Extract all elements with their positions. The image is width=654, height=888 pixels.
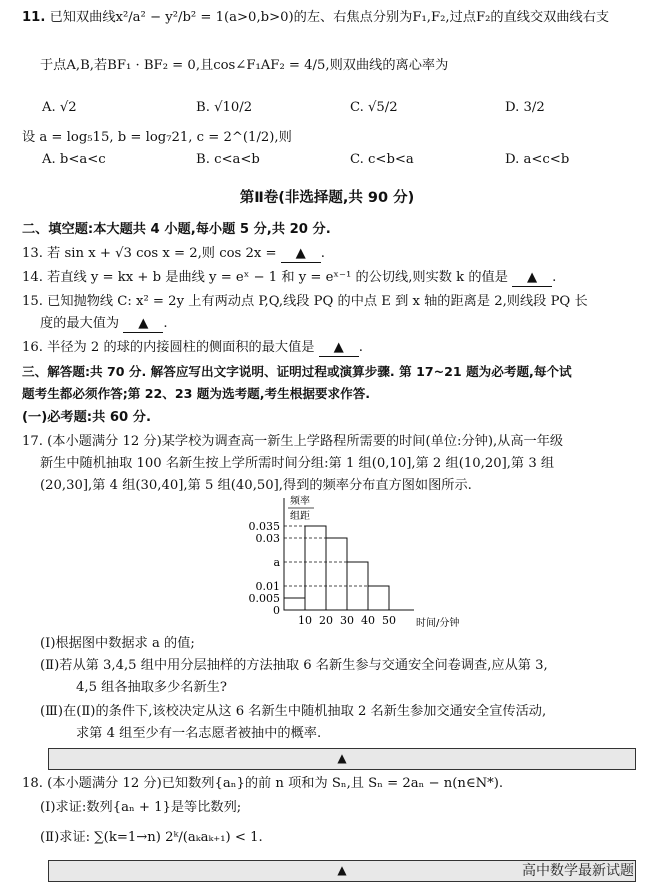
- y-tick-label: 0.03: [255, 532, 280, 545]
- q16-text: 16. 半径为 2 的球的内接圆柱的侧面积的最大值是: [22, 340, 315, 355]
- q11-line1: [22, 10, 609, 26]
- q15-line1: 15. 已知抛物线 C: x² = 2y 上有两动点 P,Q,线段 PQ 的中点 E 到 x 轴的距离是 2,则线段 PQ 长: [22, 294, 588, 309]
- q17-part-iii-line1: (Ⅲ)在(Ⅱ)的条件下,该校决定从这 6 名新生中随机抽取 2 名新生参加交通安全宣传活动,: [40, 704, 547, 719]
- y-tick-label: 0.01: [255, 580, 280, 593]
- q11-option-b: B. √10/2: [196, 100, 253, 115]
- x-tick-label: 20: [319, 614, 333, 627]
- x-tick-label: 10: [298, 614, 312, 627]
- q13-text: 13. 若 sin x + √3 cos x = 2,则 cos 2x =: [22, 246, 277, 261]
- histogram-bar: [305, 526, 326, 610]
- q17-answer-bar[interactable]: [48, 748, 636, 770]
- x-axis-label: 时间/分钟: [416, 618, 460, 629]
- frequency-histogram: [230, 492, 460, 632]
- q17-line2: 新生中随机抽取 100 名新生按上学所需时间分组:第 1 组(0,10],第 2 组(10,20],第 3 组: [40, 456, 555, 471]
- q14: 14. 若直线 y = kx + b 是曲线 y = eˣ − 1 和 y = eˣ⁻¹ 的公切线,则实数 k 的值是 ▲ .: [22, 270, 557, 285]
- q11-line2: 于点A,B,若BF₁ · BF₂ = 0,且cos∠F₁AF₂ = 4/5,则双曲线的离心率为: [40, 58, 449, 73]
- part2-header: 二、填空题:本大题共 4 小题,每小题 5 分,共 20 分.: [22, 222, 331, 237]
- y-tick-label: a: [273, 556, 280, 569]
- y-tick-label-zero: 0: [273, 604, 280, 617]
- q12-option-b: B. c<a<b: [196, 152, 260, 167]
- q11-option-c: C. √5/2: [350, 100, 398, 115]
- y-tick-label: 0.035: [248, 520, 280, 533]
- q11-text-line1: 已知双曲线x²/a² − y²/b² = 1(a>0,b>0)的左、右焦点分别为F₁,F₂,过点F₂的直线交双曲线右支: [49, 10, 610, 25]
- q11-option-a: A. √2: [42, 100, 77, 115]
- q14-answer-blank[interactable]: ▲: [512, 270, 552, 287]
- q14-text: 14. 若直线 y = kx + b 是曲线 y = eˣ − 1 和 y = eˣ⁻¹ 的公切线,则实数 k 的值是: [22, 270, 508, 285]
- q12-option-c: C. c<b<a: [350, 152, 414, 167]
- q15-answer-blank[interactable]: ▲: [123, 316, 163, 333]
- q12-line1: [22, 130, 292, 146]
- q15-line2: 度的最大值为 ▲ .: [40, 316, 168, 331]
- q16-answer-blank[interactable]: ▲: [319, 340, 359, 357]
- q17-part-ii-line2: 4,5 组各抽取多少名新生?: [76, 680, 227, 695]
- q18-line1: 18. (本小题满分 12 分)已知数列{aₙ}的前 n 项和为 Sₙ,且 Sₙ = 2aₙ − n(n∈N*).: [22, 776, 504, 791]
- q17-line3: (20,30],第 4 组(30,40],第 5 组(40,50],得到的频率分布直方图如图所示.: [40, 478, 472, 493]
- q13: 13. 若 sin x + √3 cos x = 2,则 cos 2x = ▲ .: [22, 246, 325, 261]
- q12-option-a: A. b<a<c: [42, 152, 106, 167]
- watermark-text: 高中数学最新试题: [522, 863, 634, 879]
- q15-text2: 度的最大值为: [40, 316, 120, 331]
- q17-part-i: (Ⅰ)根据图中数据求 a 的值;: [40, 636, 195, 651]
- y-axis-label-top: 频率: [290, 496, 310, 507]
- x-tick-label: 30: [340, 614, 354, 627]
- q12-text: 设 a = log₅15, b = log₇21, c = 2^(1/2),则: [22, 130, 292, 145]
- y-tick-label: 0.005: [248, 592, 280, 605]
- q18-answer-mark: ▲: [337, 863, 347, 877]
- q18-part-i: (Ⅰ)求证:数列{aₙ + 1}是等比数列;: [40, 800, 242, 815]
- x-tick-label: 50: [382, 614, 396, 627]
- section-2-title: 第Ⅱ卷(非选择题,共 90 分): [239, 190, 415, 206]
- histogram-bar: [284, 598, 305, 610]
- q11-number: 11.: [22, 10, 46, 25]
- required-header: (一)必考题:共 60 分.: [22, 410, 151, 425]
- q12-option-d: D. a<c<b: [505, 152, 570, 167]
- y-axis-label-bottom: 组距: [290, 511, 310, 522]
- q18-part-ii: (Ⅱ)求证: ∑(k=1→n) 2ᵏ/(aₖaₖ₊₁) < 1.: [40, 830, 263, 845]
- part3-line2: 题考生都必须作答;第 22、23 题为选考题,考生根据要求作答.: [22, 386, 371, 401]
- q17-line1: 17. (本小题满分 12 分)某学校为调查高一新生上学路程所需要的时间(单位:分钟),从高一年级: [22, 434, 564, 449]
- q17-part-ii-line1: (Ⅱ)若从第 3,4,5 组中用分层抽样的方法抽取 6 名新生参与交通安全问卷调查,应从第 3,: [40, 658, 548, 673]
- histogram-bar: [326, 538, 347, 610]
- histogram-bar: [368, 586, 389, 610]
- q13-answer-blank[interactable]: ▲: [281, 246, 321, 263]
- q16: 16. 半径为 2 的球的内接圆柱的侧面积的最大值是 ▲ .: [22, 340, 363, 355]
- part3-line1: 三、解答题:共 70 分. 解答应写出文字说明、证明过程或演算步骤. 第 17~21 题为必考题,每个试: [22, 364, 572, 379]
- q17-answer-mark: ▲: [337, 751, 347, 765]
- q17-part-iii-line2: 求第 4 组至少有一名志愿者被抽中的概率.: [76, 726, 322, 741]
- x-tick-label: 40: [361, 614, 375, 627]
- q11-option-d: D. 3/2: [505, 100, 545, 115]
